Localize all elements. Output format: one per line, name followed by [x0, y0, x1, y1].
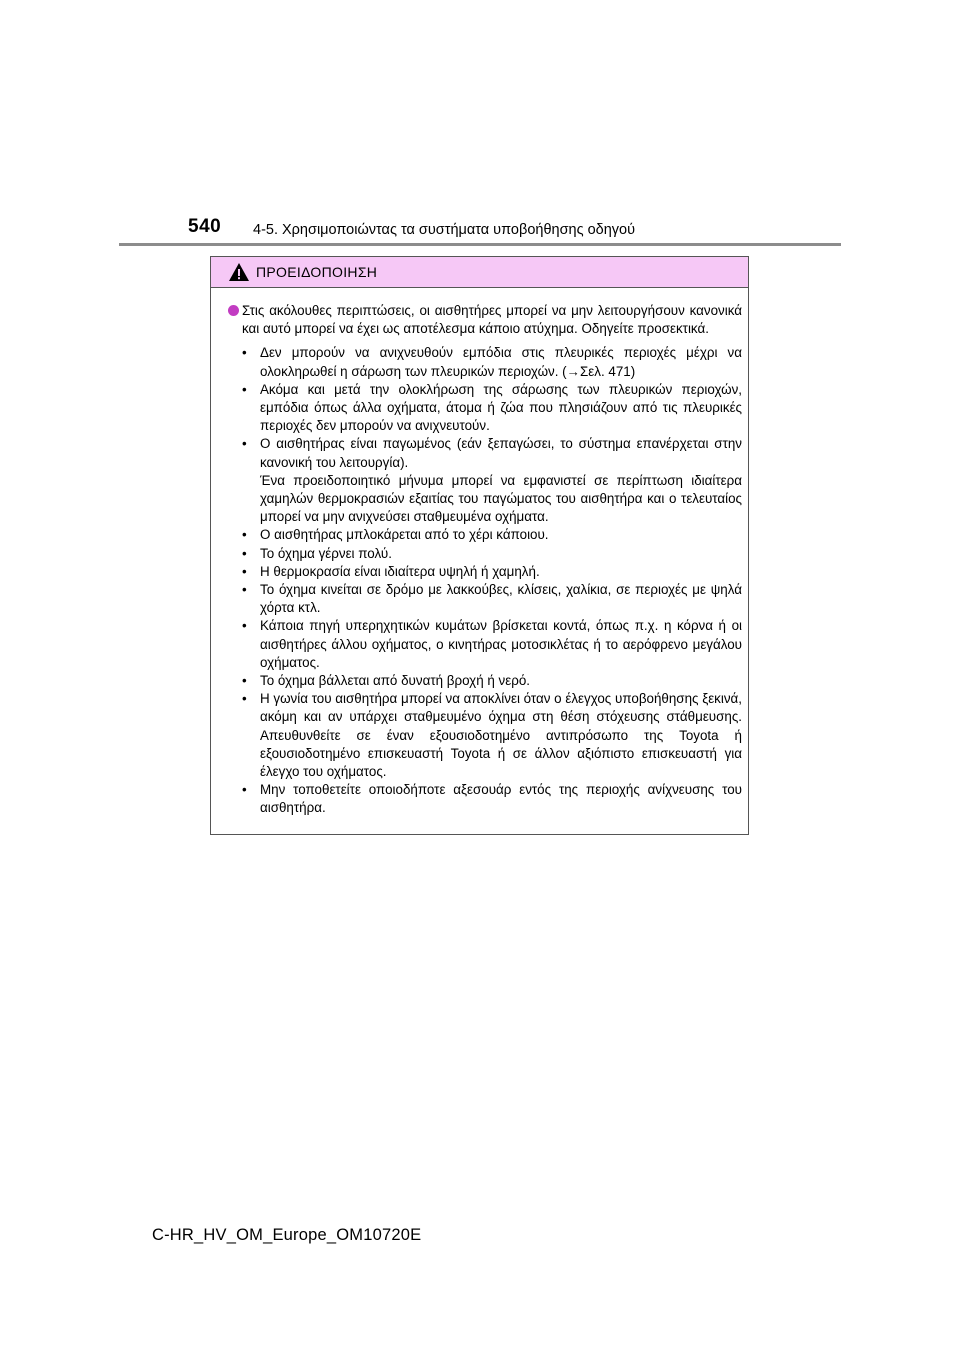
warning-body — [211, 288, 748, 818]
header-divider — [119, 243, 841, 246]
list-item: • Ο αισθητήρας μπλοκάρεται από το χέρι κάποιου. — [242, 526, 742, 544]
list-item: • Δεν μπορούν να ανιχνευθούν εμπόδια στις πλευρικές περιοχές μέχρι να ολοκληρωθεί η σάρωση των πλευρικών περιοχών. (→Σελ. 471) — [242, 344, 742, 380]
list-item: • Το όχημα γέρνει πολύ. — [242, 545, 742, 563]
lead-text: Στις ακόλουθες περιπτώσεις, οι αισθητήρες μπορεί να μην λειτουργήσουν κανονικά και αυτό μπορεί να έχει ως αποτέλεσμα κάποιο ατύχημα. Οδηγείτε προσεκτικά. — [242, 303, 742, 337]
list-item: • Το όχημα κινείται σε δρόμο με λακκούβες, κλίσεις, χαλίκια, σε περιοχές με ψηλά χόρτα κτλ. — [242, 581, 742, 617]
condition-list — [228, 344, 742, 817]
section-title: 4-5. Χρησιμοποιώντας τα συστήματα υποβοήθησης οδηγού — [253, 222, 636, 238]
bullet-dot-icon — [228, 305, 239, 316]
page-number: 540 — [188, 216, 222, 237]
list-item: • Η θερμοκρασία είναι ιδιαίτερα υψηλή ή χαμηλή. — [242, 563, 742, 581]
warning-header — [211, 257, 748, 288]
list-item: • Μην τοποθετείτε οποιοδήποτε αξεσουάρ εντός της περιοχής ανίχνευσης του αισθητήρα. — [242, 781, 742, 817]
list-item: • Ακόμα και μετά την ολοκλήρωση της σάρωσης των πλευρικών περιοχών, εμπόδια όπως άλλα οχήματα, άτομα ή ζώα που πλησιάζουν από τις πλευρικές περιοχές δεν μπορούν να ανιχνευτούν. — [242, 381, 742, 436]
document-id: C-HR_HV_OM_Europe_OM10720E — [152, 1226, 422, 1244]
warning-title: ΠΡΟΕΙΔΟΠΟΙΗΣΗ — [256, 264, 378, 280]
list-item-text: Ο αισθητήρας είναι παγωμένος (εάν ξεπαγώσει, το σύστημα επανέρχεται στην κανονική του λειτουργία). — [260, 436, 742, 470]
warning-box — [210, 256, 749, 835]
list-item: • Το όχημα βάλλεται από δυνατή βροχή ή νερό. — [242, 672, 742, 690]
list-item: • Η γωνία του αισθητήρα μπορεί να αποκλίνει όταν ο έλεγχος υποβοήθησης ξεκινά, ακόμη και αν υπάρχει σταθμευμένο όχημα στη θέση στόχευσης στάθμευσης. Απευθυνθείτε σε έναν εξουσιοδοτημένο αντιπρόσωπο της Toyota ή εξουσιοδοτημένο επισκευαστή Toyota ή σε άλλον αξιόπιστο επισκευαστή για έλεγχο του οχήματος. — [242, 690, 742, 781]
warning-triangle-icon — [228, 262, 250, 282]
list-item-note: Ένα προειδοποιητικό μήνυμα μπορεί να εμφανιστεί σε περίπτωση ιδιαίτερα χαμηλών θερμοκρασιών εξαιτίας του παγώματος του αισθητήρα και ο τελευταίος μπορεί να μην ανιχνεύσει σταθμευμένα οχήματα. — [260, 472, 742, 525]
list-item: • Κάποια πηγή υπερηχητικών κυμάτων βρίσκεται κοντά, όπως π.χ. η κόρνα ή οι αισθητήρες άλλου οχήματος, ο κινητήρας μοτοσικλέτας ή το αερόφρενο μεγάλου οχήματος. — [242, 617, 742, 672]
warning-lead — [228, 302, 742, 338]
list-item — [242, 435, 742, 526]
